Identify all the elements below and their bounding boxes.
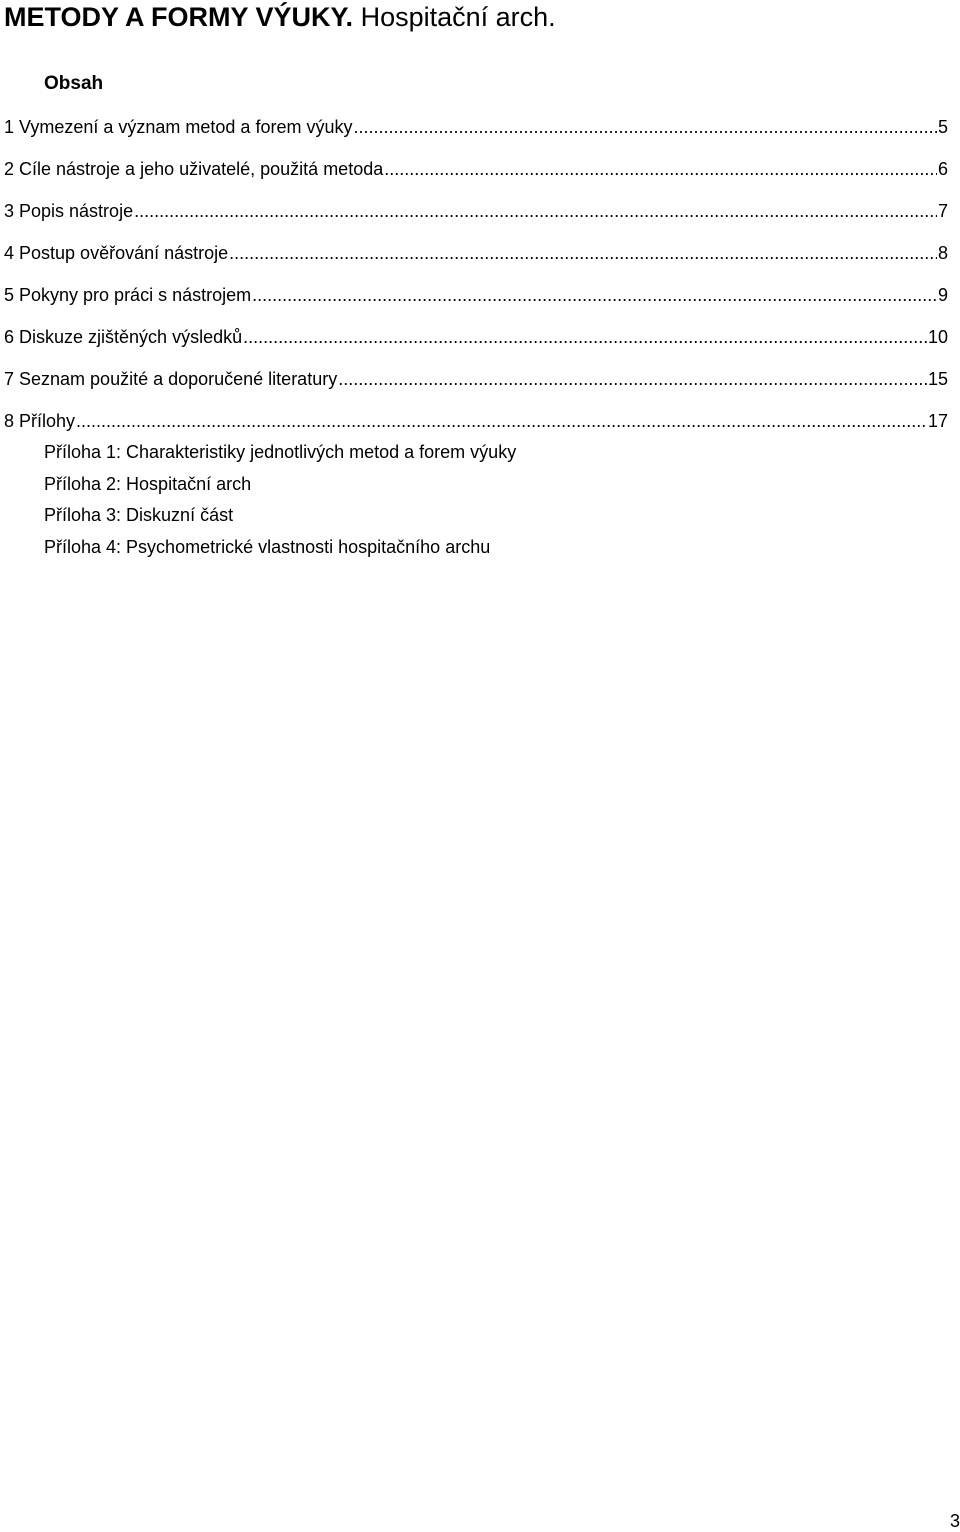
toc-entry-text: 7 Seznam použité a doporučené literatury <box>4 369 338 389</box>
annex-item: Příloha 3: Diskuzní část <box>44 505 234 525</box>
page-title <box>4 0 556 34</box>
title-main: METODY A FORMY VÝUKY. <box>4 2 354 32</box>
toc-entry-page: 8 <box>937 243 948 263</box>
toc-entry-page: 5 <box>937 117 948 137</box>
annex-list <box>44 440 516 566</box>
annex-item: Příloha 1: Charakteristiky jednotlivých metod a forem výuky <box>44 442 517 462</box>
toc-leader-dots <box>76 409 927 433</box>
toc-entry[interactable] <box>4 199 948 241</box>
toc-entry-text: 2 Cíle nástroje a jeho uživatelé, použitá metoda <box>4 159 384 179</box>
toc-leader-dots <box>384 157 937 181</box>
toc-entry-page: 17 <box>927 411 948 431</box>
toc-entry[interactable] <box>4 157 948 199</box>
toc-entry-text: 1 Vymezení a význam metod a forem výuky <box>4 117 353 137</box>
toc-entry-text: 6 Diskuze zjištěných výsledků <box>4 327 243 347</box>
toc-leader-dots <box>252 283 937 307</box>
toc-entry-text: 5 Pokyny pro práci s nástrojem <box>4 285 252 305</box>
annex-item: Příloha 2: Hospitační arch <box>44 473 252 494</box>
toc-entry[interactable] <box>4 115 948 157</box>
toc-leader-dots <box>338 367 927 391</box>
toc-entry[interactable] <box>4 325 948 367</box>
toc-entry-page: 7 <box>937 201 948 221</box>
toc-leader-dots <box>243 325 927 349</box>
table-of-contents <box>4 115 948 451</box>
toc-entry[interactable] <box>4 367 948 409</box>
toc-leader-dots <box>353 115 937 139</box>
toc-leader-dots <box>134 199 937 223</box>
toc-entry-page: 6 <box>937 159 948 179</box>
title-subtitle: Hospitační arch. <box>360 2 556 32</box>
page-number: 3 <box>949 1511 960 1531</box>
toc-heading: Obsah <box>44 73 104 94</box>
annex-item: Příloha 4: Psychometrické vlastnosti hospitačního archu <box>44 536 491 557</box>
toc-entry-text: 4 Postup ověřování nástroje <box>4 243 229 263</box>
toc-leader-dots <box>229 241 937 265</box>
toc-entry-page: 10 <box>927 327 948 347</box>
toc-entry[interactable] <box>4 241 948 283</box>
toc-entry-page: 9 <box>937 285 948 305</box>
toc-entry-text: 8 Přílohy <box>4 411 76 431</box>
toc-entry-page: 15 <box>927 369 948 389</box>
toc-entry-text: 3 Popis nástroje <box>4 201 134 221</box>
toc-entry[interactable] <box>4 283 948 325</box>
